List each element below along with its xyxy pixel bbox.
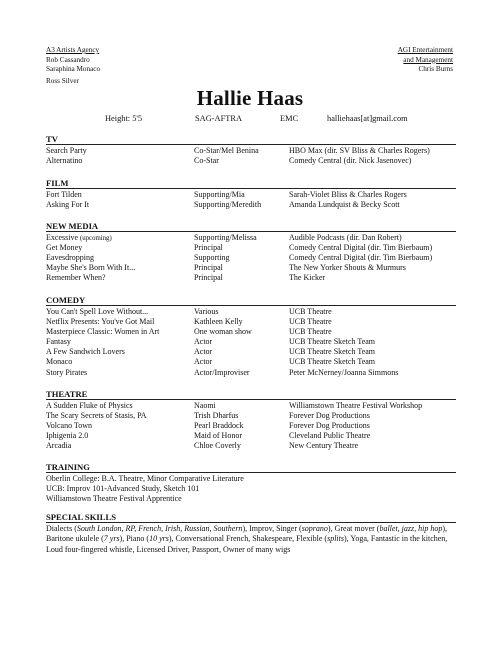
credit-role: Chloe Coverly [194, 441, 241, 451]
credit-role: Principal [194, 263, 223, 273]
email-info[interactable]: halliehaas[at]gmail.com [327, 114, 408, 123]
section-special-skills [46, 512, 456, 555]
credit-company: UCB Theatre Sketch Team [289, 337, 376, 347]
credit-company: Williamstown Theatre Festival Workshop [289, 401, 423, 410]
credit-company: UCB Theatre [289, 327, 332, 337]
credit-row [46, 431, 456, 441]
section-title: FILM [46, 178, 456, 189]
agent-name: Ross Silver [46, 76, 79, 85]
manager-name: Chris Burns [418, 65, 453, 74]
credit-project: Maybe She's Born With It... [46, 263, 136, 273]
skill-text: ), Improv, Singer ( [242, 524, 302, 533]
credit-row [46, 243, 456, 253]
credit-project: Fantasy [46, 337, 71, 347]
section-film [46, 178, 456, 210]
skill-detail: ballet, jazz, hip hop [379, 524, 443, 533]
credit-role: Supporting/Melissa [194, 233, 257, 242]
credit-row [46, 307, 456, 317]
credit-project: Masterpiece Classic: Women in Art [46, 327, 160, 337]
credit-row [46, 421, 456, 431]
section-title: SPECIAL SKILLS [46, 512, 456, 523]
section-title: TV [46, 134, 456, 145]
credit-row [46, 156, 456, 166]
credit-project: Volcano Town [46, 421, 93, 431]
skill-detail: splits [327, 534, 344, 544]
credit-row [46, 317, 456, 327]
credit-role: Actor [194, 337, 213, 347]
union-info: SAG-AFTRA [195, 114, 242, 123]
credit-project: Iphigenia 2.0 [46, 431, 89, 441]
credit-role: Pearl Braddock [194, 421, 244, 431]
credit-project: Monaco [46, 357, 73, 367]
credit-row [46, 190, 456, 200]
credit-company: Cleveland Public Theatre [289, 431, 371, 441]
agent-name: Saraphina Monaco [46, 65, 101, 74]
credit-company: Comedy Central Digital (dir. Tim Bierbaum) [289, 243, 433, 253]
credit-role: Co-Star [194, 156, 219, 166]
credit-company: UCB Theatre Sketch Team [289, 357, 376, 367]
credit-role: Principal [194, 243, 223, 253]
credit-company: HBO Max (dir. SV Bliss & Charles Rogers) [289, 146, 430, 155]
credit-company: The New Yorker Shouts & Murmurs [289, 263, 406, 273]
credit-role: Supporting [194, 253, 230, 263]
credit-project: Alternatino [46, 156, 83, 166]
credit-row [46, 233, 456, 243]
section-training [46, 462, 456, 504]
credit-project: Asking For It [46, 200, 90, 210]
skill-text: Dialects ( [46, 524, 77, 533]
credit-row [46, 263, 456, 273]
credit-company: The Kicker [289, 273, 326, 283]
credit-company: Peter McNerney/Joanna Simmons [289, 367, 399, 377]
skill-text: ), Great mover ( [327, 524, 380, 533]
skill-text: ), Conversational French, Shakespeare, Flexible ( [168, 534, 328, 544]
credit-role: Naomi [194, 401, 216, 410]
skill-detail: 10 yrs [149, 534, 169, 544]
training-line: Williamstown Theatre Festival Apprentice [46, 494, 182, 504]
skill-detail: soprano [301, 524, 328, 533]
credit-role: One woman show [194, 327, 252, 337]
credit-role: Actor [194, 357, 213, 367]
management-name-2: and Management [403, 55, 453, 64]
credit-role: Trish Dharfus [194, 411, 239, 421]
skill-text: ), Yoga, Fantastic in the kitchen, Loud four-fingered whistle, Licensed Driver, Passport, Owner of many wigs [46, 534, 448, 554]
credit-project: Search Party [46, 146, 87, 155]
credit-row [46, 273, 456, 283]
credit-company: Forever Dog Productions [289, 421, 370, 431]
credit-role: Maid of Honor [194, 431, 242, 441]
section-title: THEATRE [46, 389, 456, 400]
skill-text: ), Piano ( [119, 534, 150, 544]
credit-project: Eavesdropping [46, 253, 94, 263]
credit-company: New Century Theatre [289, 441, 359, 451]
credit-row [46, 411, 456, 421]
section-new-media [46, 221, 456, 283]
credit-company: UCB Theatre Sketch Team [289, 347, 376, 357]
skill-detail: 7 yrs [103, 534, 120, 544]
training-line: Oberlin College: B.A. Theatre, Minor Comparative Literature [46, 474, 244, 483]
training-line: UCB: Improv 101-Advanced Study, Sketch 101 [46, 484, 200, 494]
skill-text: ), Baritone ukulele ( [46, 524, 448, 544]
credit-project: Fort Tilden [46, 190, 82, 199]
credit-row [46, 441, 456, 451]
credit-row [46, 253, 456, 263]
credit-role: Actor/Improviser [194, 367, 250, 377]
credit-role: Kathleen Kelly [194, 317, 243, 327]
credit-project: The Scary Secrets of Stasis, PA [46, 411, 147, 421]
credit-row [46, 146, 456, 156]
credit-project: A Few Sandwich Lovers [46, 347, 125, 357]
section-title: TRAINING [46, 462, 456, 473]
emc-info: EMC [280, 114, 299, 123]
section-tv [46, 134, 456, 166]
credit-role: Actor [194, 347, 213, 357]
credit-company: Comedy Central (dir. Nick Jasenovec) [289, 156, 412, 166]
credit-row [46, 368, 456, 378]
credit-company: Forever Dog Productions [289, 411, 370, 421]
credit-project: Story Pirates [46, 367, 88, 377]
credit-project: A Sudden Fluke of Physics [46, 401, 133, 410]
upcoming-note: (upcoming) [80, 235, 112, 242]
credit-project: Netflix Presents: You've Got Mail [46, 317, 155, 327]
credit-company: Comedy Central Digital (dir. Tim Bierbaum) [289, 253, 433, 263]
credit-row [46, 401, 456, 411]
skills-text [46, 524, 456, 555]
credit-role: Supporting/Mia [194, 190, 245, 199]
credit-company: UCB Theatre [289, 307, 332, 316]
credit-company: UCB Theatre [289, 317, 332, 327]
agency-left [46, 46, 100, 86]
credit-company: Audible Podcasts (dir. Dan Robert) [289, 233, 402, 242]
agency-name: A3 Artists Agency [46, 46, 100, 54]
credit-project: You Can't Spell Love Without... [46, 307, 149, 316]
credit-role: Various [194, 307, 219, 316]
credit-project-title: Excessive [46, 233, 78, 242]
credit-row [46, 337, 456, 347]
section-title: COMEDY [46, 295, 456, 306]
credit-project: Arcadia [46, 441, 72, 451]
credit-role: Principal [194, 273, 223, 283]
height-info: Height: 5'5 [105, 114, 143, 123]
credit-role: Supporting/Meredith [194, 200, 262, 210]
credit-project: Remember When? [46, 273, 106, 283]
management-name: AGI Entertainment [397, 46, 453, 54]
credit-role: Co-Star/Mel Benina [194, 146, 259, 155]
skill-detail: South London, RP, French, Irish, Russian, Southern [76, 524, 243, 533]
section-comedy [46, 295, 456, 378]
credit-company: Sarah-Violet Bliss & Charles Rogers [289, 190, 407, 199]
agency-right [398, 46, 453, 75]
section-theatre [46, 389, 456, 451]
credit-row [46, 327, 456, 337]
actor-name: Hallie Haas [196, 86, 304, 110]
credit-project: Get Money [46, 243, 83, 253]
credit-row [46, 200, 456, 210]
credit-row [46, 357, 456, 367]
agent-name: Rob Cassandro [46, 55, 90, 64]
credit-company: Amanda Lundquist & Becky Scott [289, 200, 400, 210]
credit-row [46, 347, 456, 357]
section-title: NEW MEDIA [46, 221, 456, 232]
